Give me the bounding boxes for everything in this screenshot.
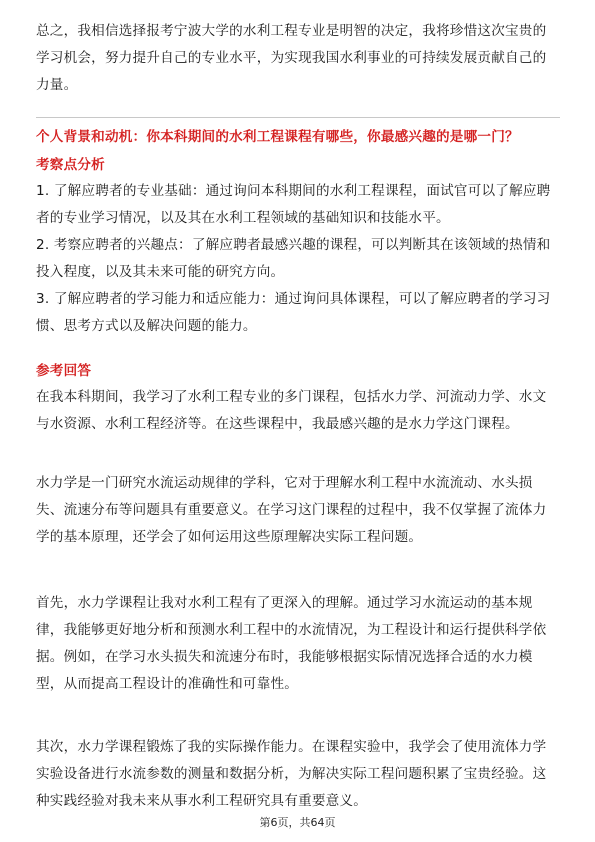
answer-paragraph: 首先，水力学课程让我对水利工程有了更深入的理解。通过学习水流运动的基本规律，我能够更好地分析和预测水利工程中的水流情况，为工程设计和运行提供科学依据。例如，在学习水头损失和流速分布时，我能够根据实际情况选择合适的水力模型，从而提高工程设计的准确性和可靠性。 [36, 595, 547, 692]
answer-paragraph: 其次，水力学课程锻炼了我的实际操作能力。在课程实验中，我学会了使用流体力学实验设备进行水流参数的测量和数据分析，为解决实际工程问题积累了宝贵经验。这种实践经验对我未来从事水利工程研究具有重要意义。 [36, 739, 547, 809]
analysis-item: 1. 了解应聘者的专业基础：通过询问本科期间的水利工程课程，面试官可以了解应聘者的专业学习情况，以及其在水利工程领域的基础知识和技能水平。 [36, 183, 551, 226]
answer-heading: 参考回答 [36, 363, 92, 379]
analysis-heading: 考察点分析 [36, 157, 105, 173]
question-heading: 个人背景和动机：你本科期间的水利工程课程有哪些，你最感兴趣的是哪一门？ [36, 129, 519, 145]
analysis-item: 2. 考察应聘者的兴趣点：了解应聘者最感兴趣的课程，可以判断其在该领域的热情和投入程度，以及其未来可能的研究方向。 [36, 237, 551, 280]
answer-paragraph: 水力学是一门研究水流运动规律的学科，它对于理解水利工程中水流流动、水头损失、流速分布等问题具有重要意义。在学习这门课程的过程中，我不仅掌握了流体力学的基本原理，还学会了如何运用这些原理解决实际工程问题。 [36, 475, 547, 545]
analysis-item: 3. 了解应聘者的学习能力和适应能力：通过询问具体课程，可以了解应聘者的学习习惯、思考方式以及解决问题的能力。 [36, 291, 551, 334]
page-number: 第6页，共64页 [259, 816, 336, 829]
intro-paragraph: 总之，我相信选择报考宁波大学的水利工程专业是明智的决定，我将珍惜这次宝贵的学习机会，努力提升自己的专业水平，为实现我国水利事业的可持续发展贡献自己的力量。 [36, 23, 547, 93]
answer-paragraph: 在我本科期间，我学习了水利工程专业的多门课程，包括水力学、河流动力学、水文与水资源、水利工程经济等。在这些课程中，我最感兴趣的是水力学这门课程。 [36, 389, 547, 432]
analysis-list [36, 178, 560, 340]
section-divider [36, 117, 560, 118]
